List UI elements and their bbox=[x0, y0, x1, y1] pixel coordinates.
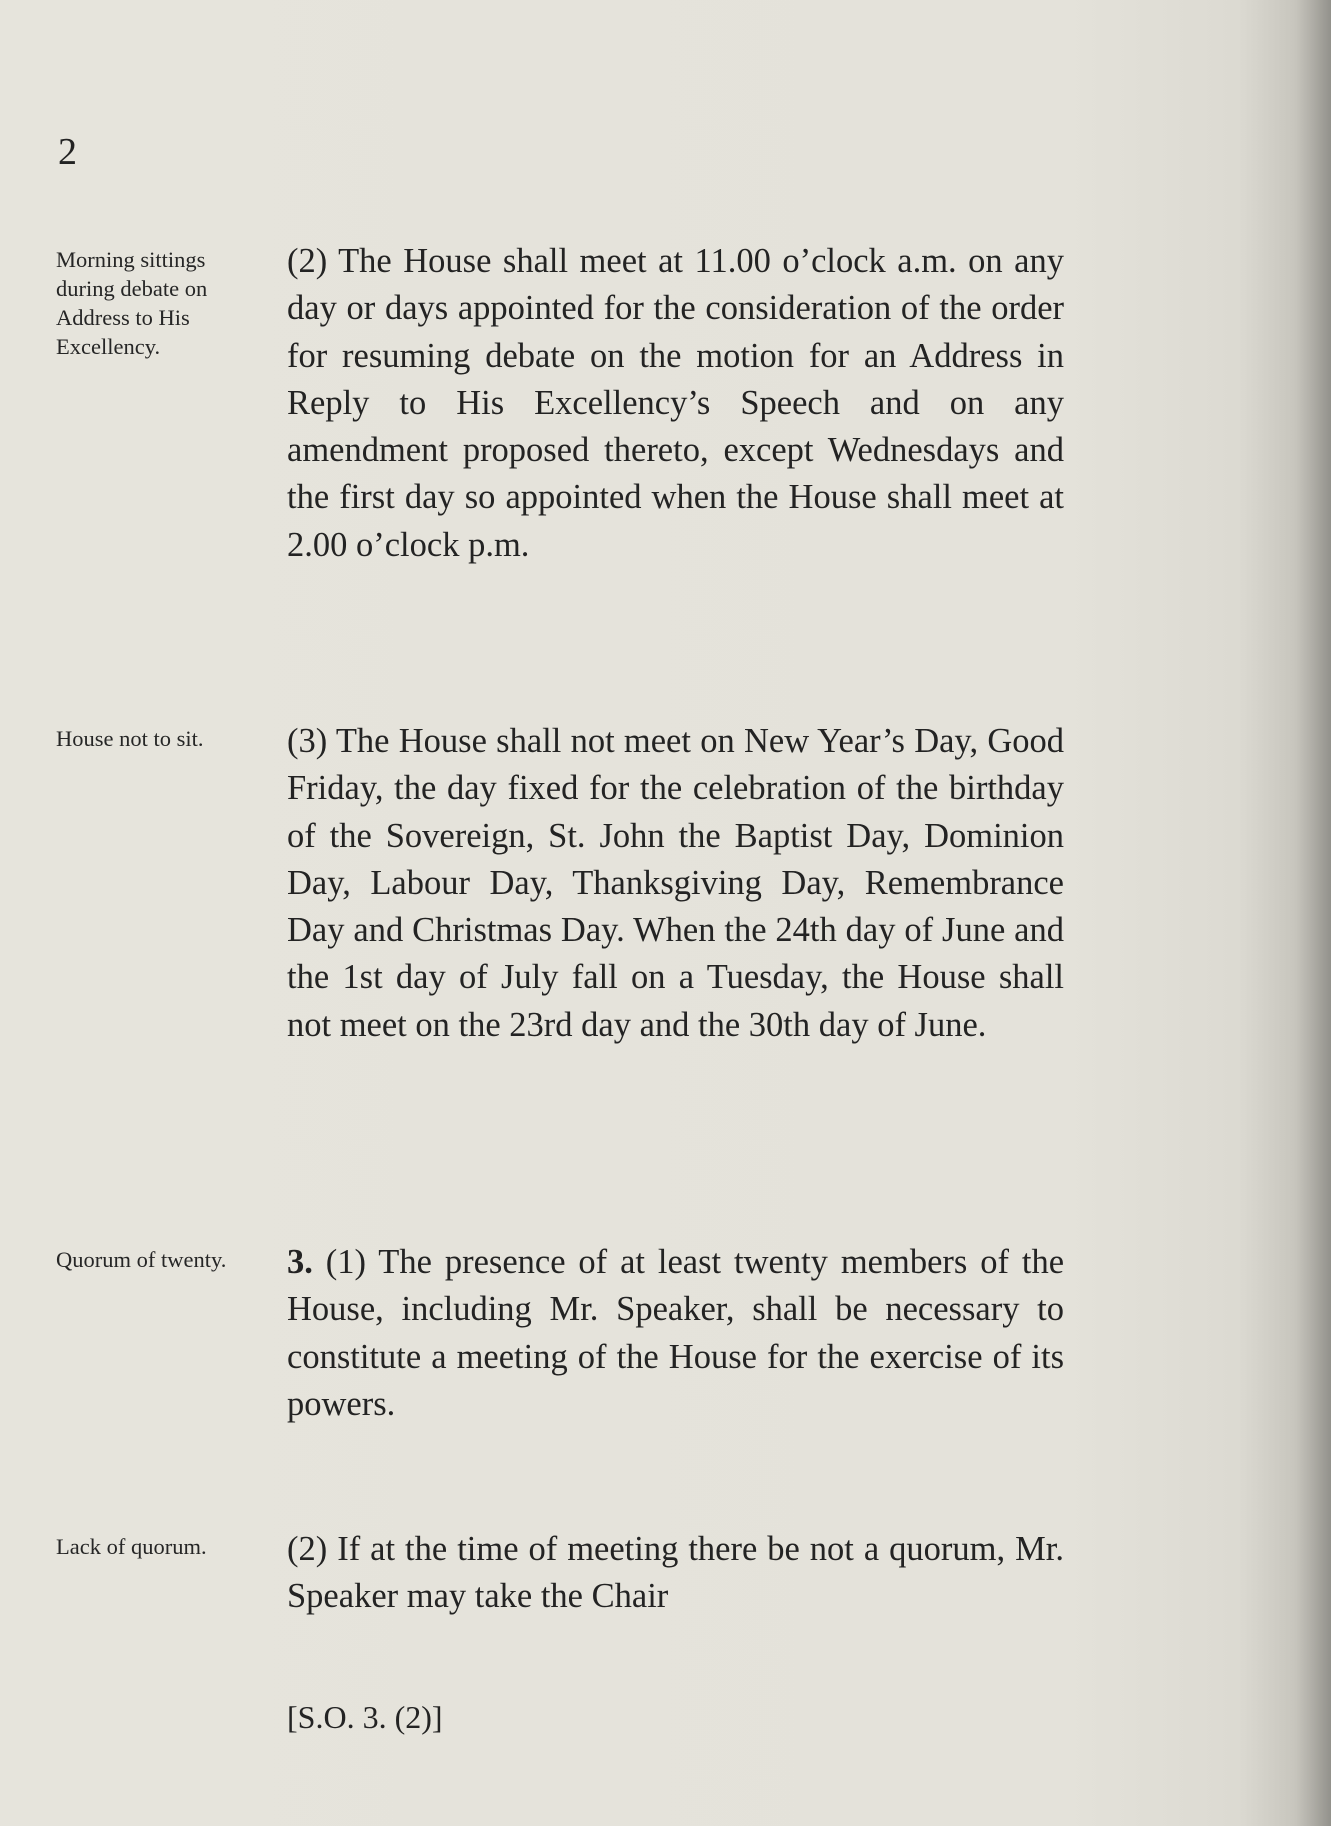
paragraph-morning-sittings bbox=[287, 238, 1064, 569]
page-number: 2 bbox=[58, 131, 77, 173]
paragraph-text: (2) The House shall meet at 11.00 o’clock a.m. on any day or days appointed for the consideration of the order for resuming debate on the motion for an Address in Reply to His Excellency’s Speech and on any amendment proposed thereto, except Wednesdays and the first day so appointed when the House shall meet at 2.00 o’clock p.m. bbox=[287, 242, 1064, 564]
section-number: 3. bbox=[287, 1243, 313, 1281]
marginal-note-quorum-of-twenty: Quorum of twenty. bbox=[56, 1247, 227, 1272]
paragraph-text: (3) The House shall not meet on New Year’s Day, Good Friday, the day fixed for the celebration of the birthday of the Sovereign, St. John the Baptist Day, Dominion Day, Labour Day, Thanksgiving Day, Remembrance Day and Christmas Day. When the 24th day of June and the 1st day of July fall on a Tuesday, the House shall not meet on the 23rd day and the 30th day of June. bbox=[287, 722, 1064, 1044]
marginal-note-lack-of-quorum: Lack of quorum. bbox=[56, 1534, 207, 1559]
page-edge-shadow bbox=[1296, 0, 1331, 1826]
standing-order-reference: [S.O. 3. (2)] bbox=[287, 1699, 443, 1735]
paragraph-text: (2) If at the time of meeting there be not a quorum, Mr. Speaker may take the Chair bbox=[287, 1530, 1064, 1616]
marginal-note-morning-sittings: Morning sittings during debate on Address to His Excellency. bbox=[56, 247, 208, 359]
marginal-note-house-not-to-sit: House not to sit. bbox=[56, 726, 204, 751]
paragraph-lack-of-quorum bbox=[287, 1526, 1064, 1621]
paragraph-house-not-to-sit bbox=[287, 718, 1064, 1049]
paragraph-quorum-of-twenty bbox=[287, 1239, 1064, 1428]
paragraph-text: (1) The presence of at least twenty members of the House, including Mr. Speaker, shall be necessary to constitute a meeting of the House for the exercise of its powers. bbox=[287, 1243, 1065, 1423]
